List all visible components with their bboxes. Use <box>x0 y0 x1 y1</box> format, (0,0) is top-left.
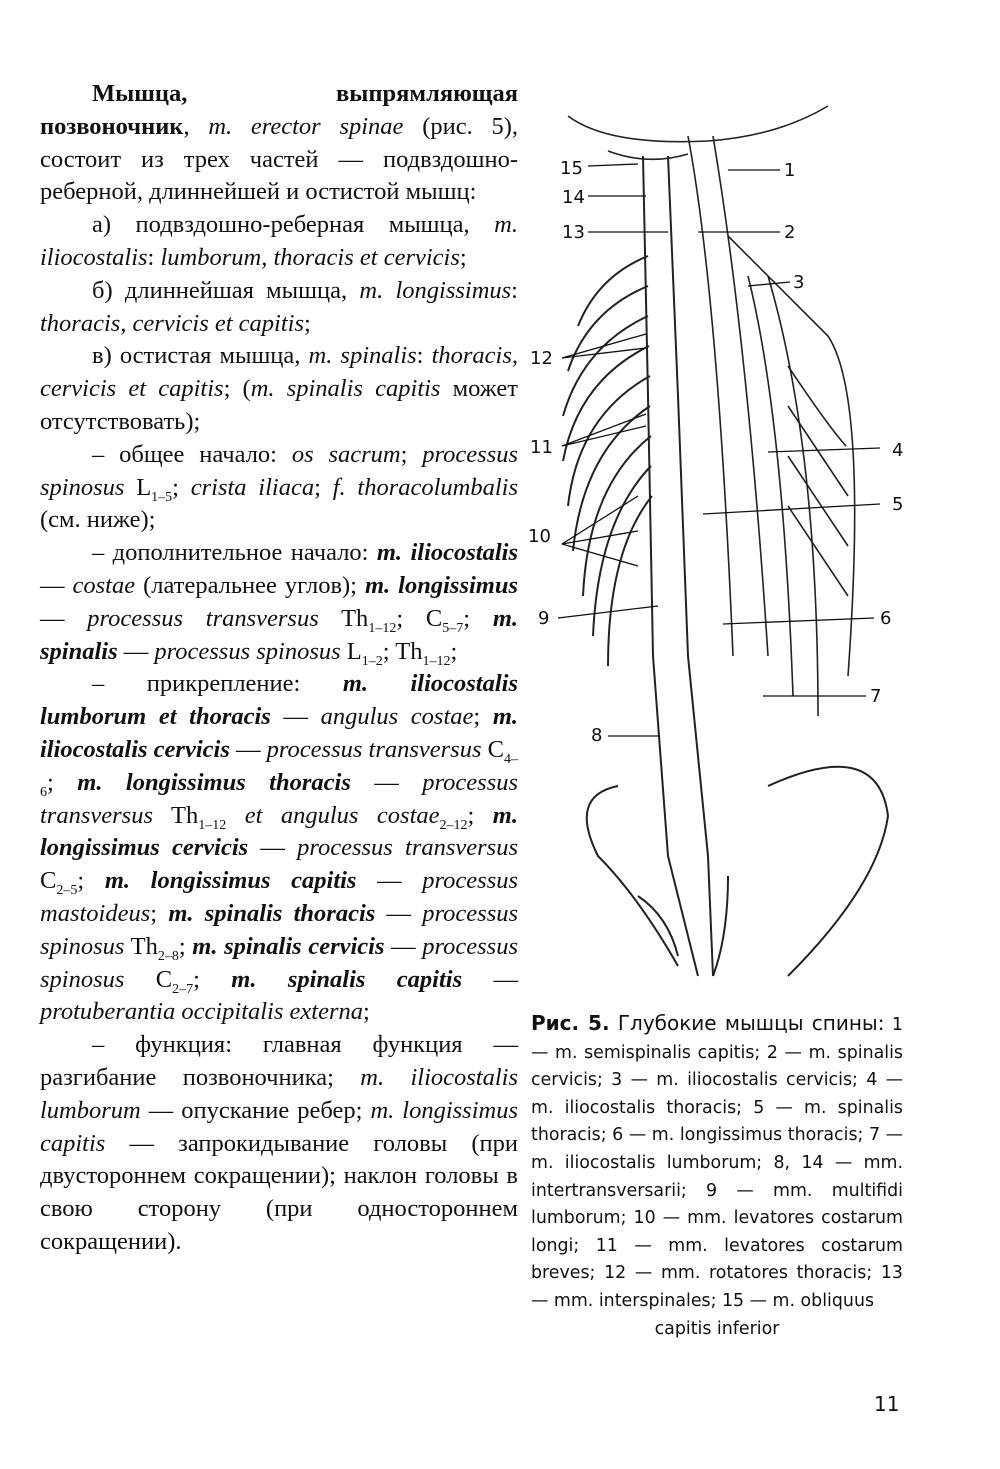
figure-caption <box>531 1010 903 1343</box>
figure-label-6: 6 <box>880 608 892 629</box>
muscle-name: m. longissimus capitis <box>104 867 357 895</box>
figure-label-4: 4 <box>892 440 904 461</box>
subscript: 2–8 <box>157 948 179 964</box>
figure-label-9: 9 <box>538 608 550 629</box>
text-run: — <box>375 899 423 927</box>
text-run: ; <box>363 998 370 1026</box>
text-run: ; Th <box>382 637 423 665</box>
text-run: ; C <box>396 604 443 632</box>
text-run: ; <box>450 637 458 665</box>
figure-label-3: 3 <box>793 272 805 293</box>
figure-label-11: 11 <box>530 437 553 458</box>
figure-label-2: 2 <box>784 222 796 243</box>
text-run: (см. ниже); <box>40 506 156 534</box>
latin-term: lumborum, thoracis et cervicis <box>160 243 460 271</box>
paragraph-common-origin: – общее начало: os sacrum; processus spinosus $L_{1-5}$; crista iliaca; f. thoracolumbalis (см. ниже); <box>40 440 519 534</box>
subscript: 2–7 <box>172 981 194 997</box>
caption-last-line: capitis inferior <box>654 1318 780 1339</box>
pelvis <box>587 767 888 976</box>
subscript: 1–2 <box>361 653 383 669</box>
text-run: L <box>340 637 362 665</box>
subscript: 1–12 <box>198 817 227 833</box>
muscle-name: m. spinalis <box>40 604 518 665</box>
figure-label-5: 5 <box>892 494 904 515</box>
text-run: : <box>511 276 518 304</box>
text-run: : <box>416 342 432 370</box>
main-text-column <box>40 78 518 1259</box>
comma: , <box>183 112 190 140</box>
text-run: L <box>124 473 152 501</box>
latin-term: m. longissimus <box>359 276 512 304</box>
text-run: — <box>248 834 298 862</box>
muscle-name: m. longissimus cervicis <box>40 801 518 862</box>
text-run: C <box>481 735 505 763</box>
latin-term: processus transversus <box>297 834 519 862</box>
text-run: ; <box>304 309 311 337</box>
subscript: 2–12 <box>439 817 468 833</box>
text-run: — <box>350 768 423 796</box>
latin-term: thoracis, cervicis et capitis <box>40 342 519 403</box>
text-run: Th <box>152 801 199 829</box>
text-run: Th <box>124 932 158 960</box>
muscle-name: m. longissimus thoracis <box>77 768 351 796</box>
muscle-name: m. iliocostalis cervicis <box>40 703 519 763</box>
muscle-name: m. iliocostalis lumborum et thoracis <box>40 670 518 731</box>
text-run: – прикрепление: <box>92 670 343 698</box>
latin-term: protuberantia occipitalis externa <box>40 998 363 1026</box>
text-run: ; ( <box>223 375 251 403</box>
back-muscles-figure <box>528 96 918 996</box>
text-run: — <box>270 703 321 731</box>
latin-term: processus transversus <box>266 735 482 763</box>
paragraph-spinalis <box>40 340 518 438</box>
subscript: 2–5 <box>56 883 78 899</box>
text-run: ; <box>463 604 493 632</box>
latin-term: processus spinosus <box>40 440 519 501</box>
text-run: б) длиннейшая мышца, <box>92 276 360 304</box>
text-run: – дополнительное начало: <box>92 539 377 567</box>
leader-lines-left <box>558 164 668 736</box>
caption-body: 1 — m. semispinalis capitis; 2 — m. spinalis cervicis; 3 — m. iliocostalis cervicis; 4 — m. iliocostalis thoracis; 5 — m. spinalis thoracis; 6 — m. longissimus thoracis; 7 — m. iliocostalis lumborum; 8, 14 — mm. intertransversarii; 9 — mm. multifidi lumborum; 10 — mm. levatores costarum longi; 11 — mm. levatores costarum breves; 12 — mm. rotatores thoracis; 13 — mm. interspinales; 15 — m. obliquus <box>531 1015 903 1311</box>
figure-label-14: 14 <box>562 187 585 208</box>
latin-term: crista iliaca <box>190 473 315 501</box>
latin-term: f. thoracolumbalis <box>332 473 518 501</box>
latin-term: m. iliocostalis lumborum <box>40 1063 519 1124</box>
text-run: — запрокидывание головы (при двустороннем сокращении); наклон головы в свою сторону (при одностороннем сокращении). <box>40 1129 518 1255</box>
text-run: ; <box>473 703 493 731</box>
back-muscles-illustration <box>528 96 918 996</box>
latin-term: m. erector spinae <box>208 112 404 140</box>
text-run: в) остистая мышца, <box>92 342 309 370</box>
text-run: ; <box>77 867 105 895</box>
text-run: ; <box>47 768 78 796</box>
latin-term: processus transversus <box>40 768 519 829</box>
iliocostalis-mass <box>688 136 855 716</box>
caption-title-text: Глубокие мышцы спины: <box>609 1011 885 1035</box>
page-number: 11 <box>874 1392 900 1416</box>
text-run: : <box>147 243 161 271</box>
text-run: — <box>462 965 518 993</box>
text-run: — <box>40 604 88 632</box>
text-run: C <box>124 965 173 993</box>
subscript: 1–12 <box>422 653 451 669</box>
latin-term: angulus costae <box>320 703 474 731</box>
paragraph-longissimus <box>40 275 518 341</box>
muscle-name: m. spinalis cervicis <box>192 932 385 960</box>
muscle-name: m. spinalis capitis <box>231 965 463 993</box>
latin-term: processus spinosus <box>40 932 518 993</box>
subscript: 1–12 <box>368 620 397 636</box>
text-run: – функция: главная функция — разгибание позвоночника; <box>40 1031 518 1091</box>
latin-term: m. longissimus capitis <box>40 1096 518 1157</box>
paragraph-additional-origin <box>40 537 518 668</box>
muscle-name: m. spinalis thoracis <box>168 899 376 927</box>
latin-term: thoracis, cervicis et capitis <box>40 309 304 337</box>
latin-term: processus spinosus <box>40 899 519 960</box>
text-run: ; <box>467 801 493 829</box>
text-run: ; <box>459 243 467 271</box>
text-run: — <box>356 867 423 895</box>
text-run: (латеральнее углов); <box>135 571 365 599</box>
figure-label-10: 10 <box>528 526 551 547</box>
caption-figure-number: Рис. 5. <box>531 1011 610 1035</box>
latin-term: m. spinalis capitis <box>250 375 441 403</box>
latin-term: costae <box>72 571 136 599</box>
latin-term: et angulus costae <box>226 801 440 829</box>
subscript: 1–5 <box>151 489 173 505</box>
text-run: может отсутствовать); <box>40 375 518 435</box>
caption-title <box>531 1011 884 1035</box>
latin-term: processus spinosus <box>154 637 341 665</box>
text-run: — <box>229 735 267 763</box>
paragraph-intro <box>40 78 518 209</box>
paragraph-insertion <box>40 668 518 1029</box>
ribs-left <box>563 256 652 666</box>
text-run: ; <box>150 899 169 927</box>
vertebral-column <box>643 156 713 976</box>
text-run: – общее начало: <box>92 440 292 468</box>
paragraph-iliocostalis <box>40 209 518 275</box>
text-run: C <box>40 867 57 895</box>
text-run: Th <box>318 604 369 632</box>
text-run: (рис. 5), состоит из трех частей — подвздошно-реберной, длиннейшей и остистой мышц: <box>40 112 518 206</box>
figure-label-7: 7 <box>870 686 882 707</box>
paragraph-function <box>40 1029 518 1259</box>
subscript: 5–7 <box>442 620 464 636</box>
text-run: — <box>117 637 155 665</box>
figure-label-13: 13 <box>562 222 585 243</box>
muscle-name: m. iliocostalis <box>376 539 518 567</box>
text-run: — опускание ребер; <box>140 1096 371 1124</box>
section-heading: Мышца, выпрямляющая позвоночник <box>40 80 518 140</box>
text-run: ; <box>178 932 193 960</box>
latin-term: m. iliocostalis <box>40 211 518 271</box>
muscle-name: m. longissimus <box>365 571 519 599</box>
subscript: 4–6 <box>40 751 519 800</box>
latin-term: processus mastoideus <box>40 867 519 927</box>
latin-term: m. spinalis <box>308 342 417 370</box>
figure-label-1: 1 <box>784 160 796 181</box>
text-run: а) подвздошно-реберная мышца, <box>92 211 495 239</box>
skull-outline <box>568 106 828 142</box>
figure-label-8: 8 <box>591 725 603 746</box>
text-run: — <box>384 932 423 960</box>
latin-term: processus transversus <box>87 604 319 632</box>
figure-label-15: 15 <box>560 158 583 179</box>
figure-label-12: 12 <box>530 348 553 369</box>
text-run: — <box>40 571 73 599</box>
latin-term: os sacrum <box>291 440 401 468</box>
text-run: ; <box>193 965 232 993</box>
